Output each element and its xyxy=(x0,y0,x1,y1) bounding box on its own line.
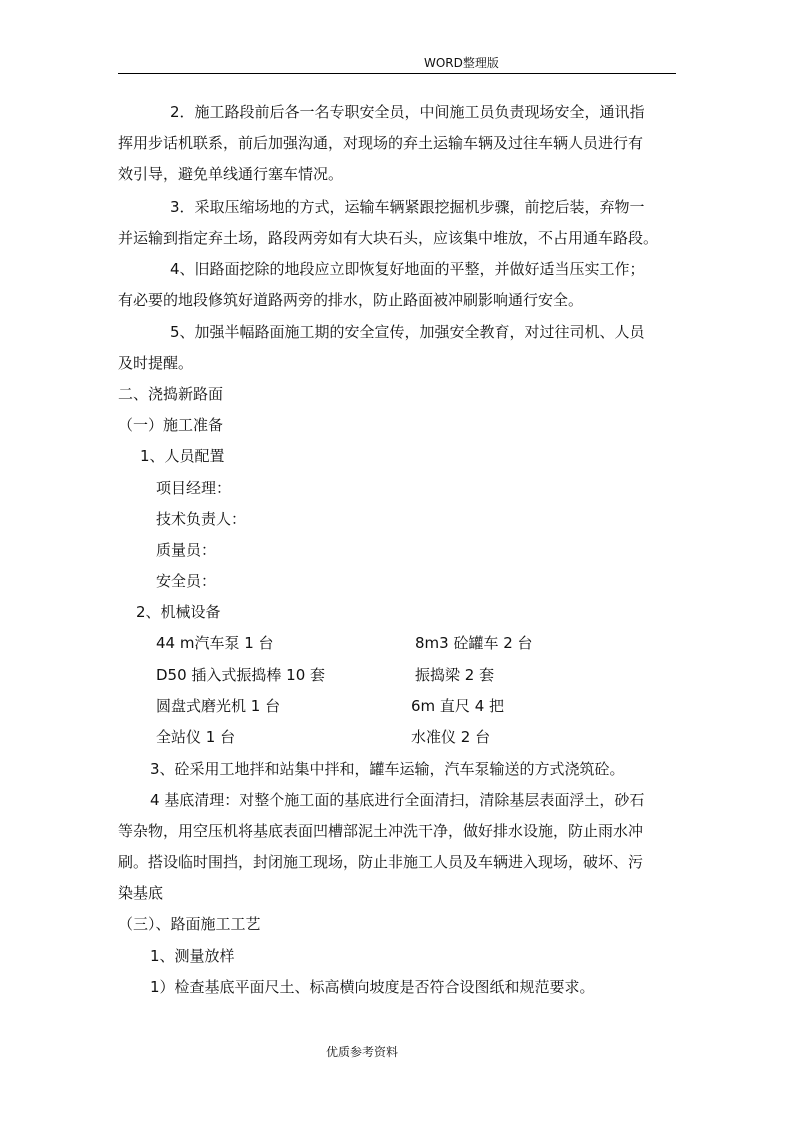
staff-role: 安全员： xyxy=(156,572,217,590)
item-heading: 1、测量放样 xyxy=(150,947,235,965)
paragraph-line: 及时提醒。 xyxy=(118,354,194,372)
paragraph-line: 5、加强半幅路面施工期的安全宣传，加强安全教育，对过往司机、人员 xyxy=(170,323,645,341)
page-header: WORD整理版 xyxy=(424,56,499,70)
paragraph-line: 1）检查基底平面尺土、标高横向坡度是否符合设图纸和规范要求。 xyxy=(150,978,595,996)
paragraph-line: 2．施工路段前后各一名专职安全员，中间施工员负责现场安全，通讯指 xyxy=(170,103,645,121)
subsection-heading: （三）、路面施工工艺 xyxy=(118,915,261,933)
section-heading: 二、浇捣新路面 xyxy=(118,385,224,403)
equipment-item: 8m3 砼罐车 2 台 xyxy=(415,634,533,652)
equipment-item: 圆盘式磨光机 1 台 xyxy=(156,697,281,715)
paragraph-line: 4 基底清理：对整个施工面的基底进行全面清扫，清除基层表面浮土，砂石 xyxy=(150,791,645,809)
paragraph-line: 3．采取压缩场地的方式，运输车辆紧跟挖掘机步骤，前挖后装，弃物一 xyxy=(170,198,645,216)
paragraph-line: 染基底 xyxy=(118,884,164,902)
item-heading: 2、机械设备 xyxy=(136,603,221,621)
equipment-item: 振捣梁 2 套 xyxy=(415,666,495,684)
page-footer: 优质参考资料 xyxy=(326,1045,399,1059)
staff-role: 技术负责人： xyxy=(156,510,247,528)
paragraph-line: 效引导，避免单线通行塞车情况。 xyxy=(118,165,344,183)
paragraph-line: 等杂物，用空压机将基底表面凹槽部泥土冲洗干净，做好排水设施，防止雨水冲 xyxy=(118,822,644,840)
subsection-heading: （一）施工准备 xyxy=(118,416,224,434)
equipment-item: D50 插入式振捣棒 10 套 xyxy=(156,666,326,684)
paragraph-line: 有必要的地段修筑好道路两旁的排水，防止路面被冲刷影响通行安全。 xyxy=(118,291,584,309)
equipment-item: 全站仪 1 台 xyxy=(156,728,236,746)
staff-role: 质量员： xyxy=(156,541,217,559)
item-heading: 1、人员配置 xyxy=(140,447,225,465)
paragraph-line: 并运输到指定弃土场，路段两旁如有大块石头，应该集中堆放，不占用通车路段。 xyxy=(118,229,659,247)
header-divider xyxy=(118,73,676,74)
paragraph-line: 4、旧路面挖除的地段应立即恢复好地面的平整，并做好适当压实工作； xyxy=(170,260,645,278)
paragraph-line: 3、砼采用工地拌和站集中拌和，罐车运输，汽车泵输送的方式浇筑砼。 xyxy=(150,760,625,778)
equipment-item: 6m 直尺 4 把 xyxy=(411,697,505,715)
equipment-item: 44 m汽车泵 1 台 xyxy=(156,634,274,652)
equipment-item: 水准仪 2 台 xyxy=(411,728,491,746)
staff-role: 项目经理： xyxy=(156,479,232,497)
paragraph-line: 挥用步话机联系，前后加强沟通，对现场的弃土运输车辆及过往车辆人员进行有 xyxy=(118,134,644,152)
paragraph-line: 刷。搭设临时围挡，封闭施工现场，防止非施工人员及车辆进入现场，破坏、污 xyxy=(118,853,644,871)
